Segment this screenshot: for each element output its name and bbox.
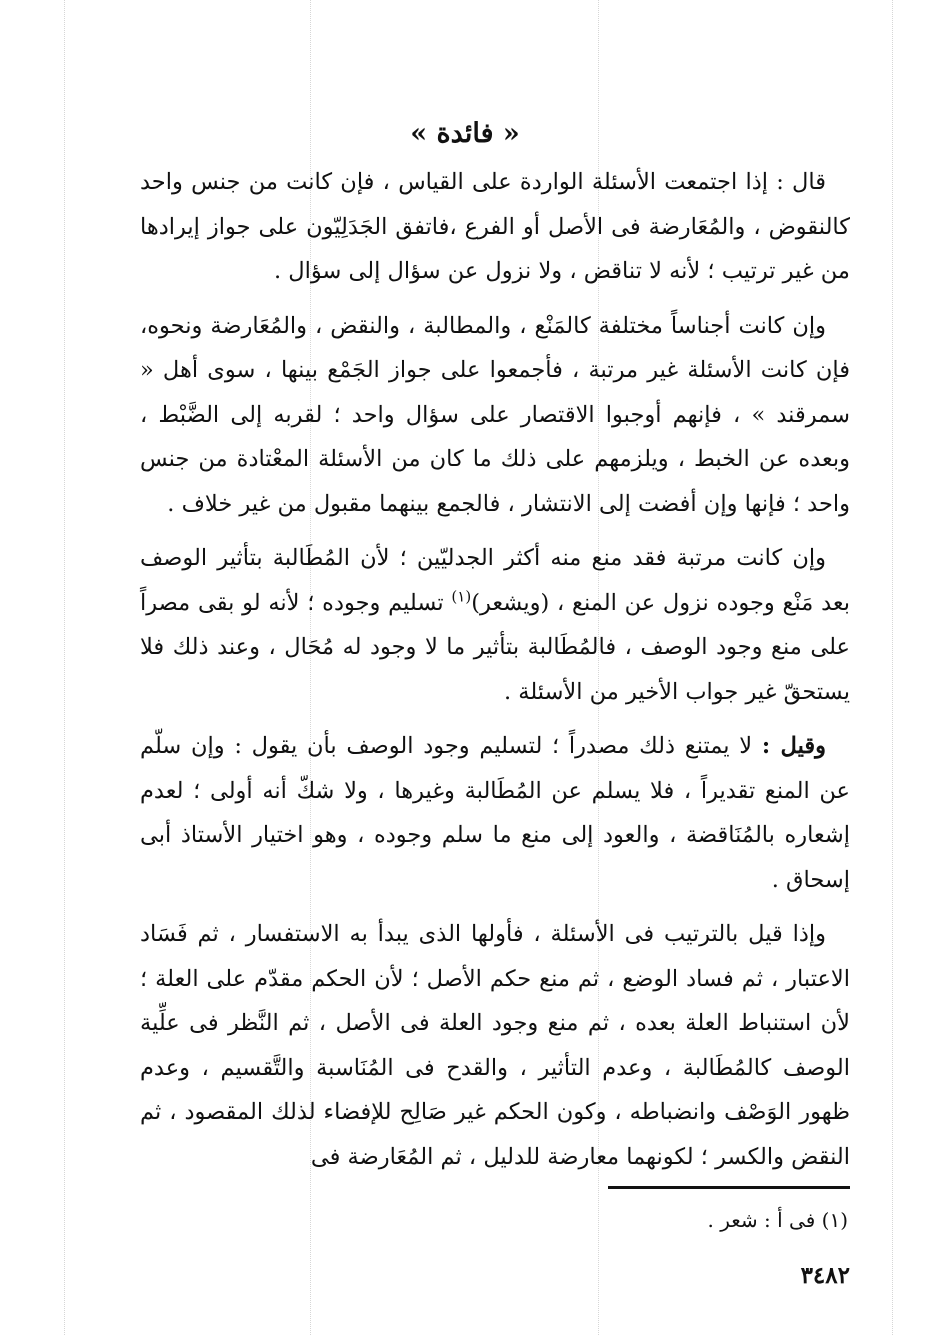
scan-crease-line [892,0,893,1335]
footnote: (١) فى أ : شعر . [707,1208,848,1232]
paragraph-5: وإذا قيل بالترتيب فى الأسئلة ، فأولها الذى يبدأ به الاستفسار ، ثم فَسَاد الاعتبار ، ثم فساد الوضع ، ثم منع حكم الأصل ؛ لأن الحكم مقدّم على العلة ؛ لأن استنباط العلة بعده ، ثم منع وجود العلة فى الأصل ، ثم النَّظر فى علِّية الوصف كالمُطَالبة ، وعدم التأثير ، والقدح فى المُنَاسبة والتَّقسيم ، وعدم ظهور الوَصْف وانضباطه ، وكون الحكم غير صَالِح للإفضاء لذلك المقصود ، ثم النقض والكسر ؛ لكونهما معارضة للدليل ، ثم المُعَارضة فى [140,921,850,1170]
paragraph-3-text-before: وإن كانت مرتبة فقد منع منه أكثر الجدليّين ؛ لأن المُطَالبة بتأثير الوصف بعد مَنْع وجوده نزول عن المنع ، (ويشعر) [140,545,851,616]
paragraph-3 [140,536,850,714]
scan-crease-line [64,0,65,1335]
paragraph-4-lead: وقيل : [761,733,826,759]
footnote-marker: (١) [451,587,472,605]
paragraph-4 [140,724,850,902]
paragraph-3-text-after: تسليم وجوده ؛ لأنه لو بقى مصراً على منع وجود الوصف ، فالمُطَالبة بتأثير ما لا وجود له مُحَال ، وعند ذلك فلا يستحقّ غير جواب الأخير من الأسئلة . [140,589,850,705]
main-text [140,160,850,1189]
section-title: « فائدة » [410,118,520,149]
footnote-divider [608,1186,850,1189]
paragraph-4-text: لا يمتنع ذلك مصدراً ؛ لتسليم وجود الوصف بأن يقول : وإن سلّم عن المنع تقديراً ، فلا يسلم عن المُطَالبة وغيرها ، ولا شكّ أنه أولى ؛ لعدم إشعاره بالمُنَاقضة ، والعود إلى منع ما سلم وجوده ، وهو اختيار الأستاذ أبى إسحاق . [140,733,850,893]
page-number: ٣٤٨٢ [800,1262,850,1289]
paragraph-1: قال : إذا اجتمعت الأسئلة الواردة على القياس ، فإن كانت من جنس واحد كالنقوض ، والمُعَارضة فى الأصل أو الفرع ،فاتفق الجَدَلِيّون على جواز إيرادها من غير ترتيب ؛ لأنه لا تناقض ، ولا نزول عن سؤال إلى سؤال . [140,169,850,284]
paragraph-2: وإن كانت أجناساً مختلفة كالمَنْع ، والمطالبة ، والنقض ، والمُعَارضة ونحوه، فإن كانت الأسئلة غير مرتبة ، فأجمعوا على جواز الجَمْع بينها ، سوى أهل « سمرقند » ، فإنهم أوجبوا الاقتصار على سؤال واحد ؛ لقربه إلى الضَّبْط ، وبعده عن الخبط ، ويلزمهم على ذلك ما كان من الأسئلة المعْتادة من جنس واحد ؛ فإنها وإن أفضت إلى الانتشار ، فالجمع بينهما مقبول من غير خلاف . [140,312,850,517]
